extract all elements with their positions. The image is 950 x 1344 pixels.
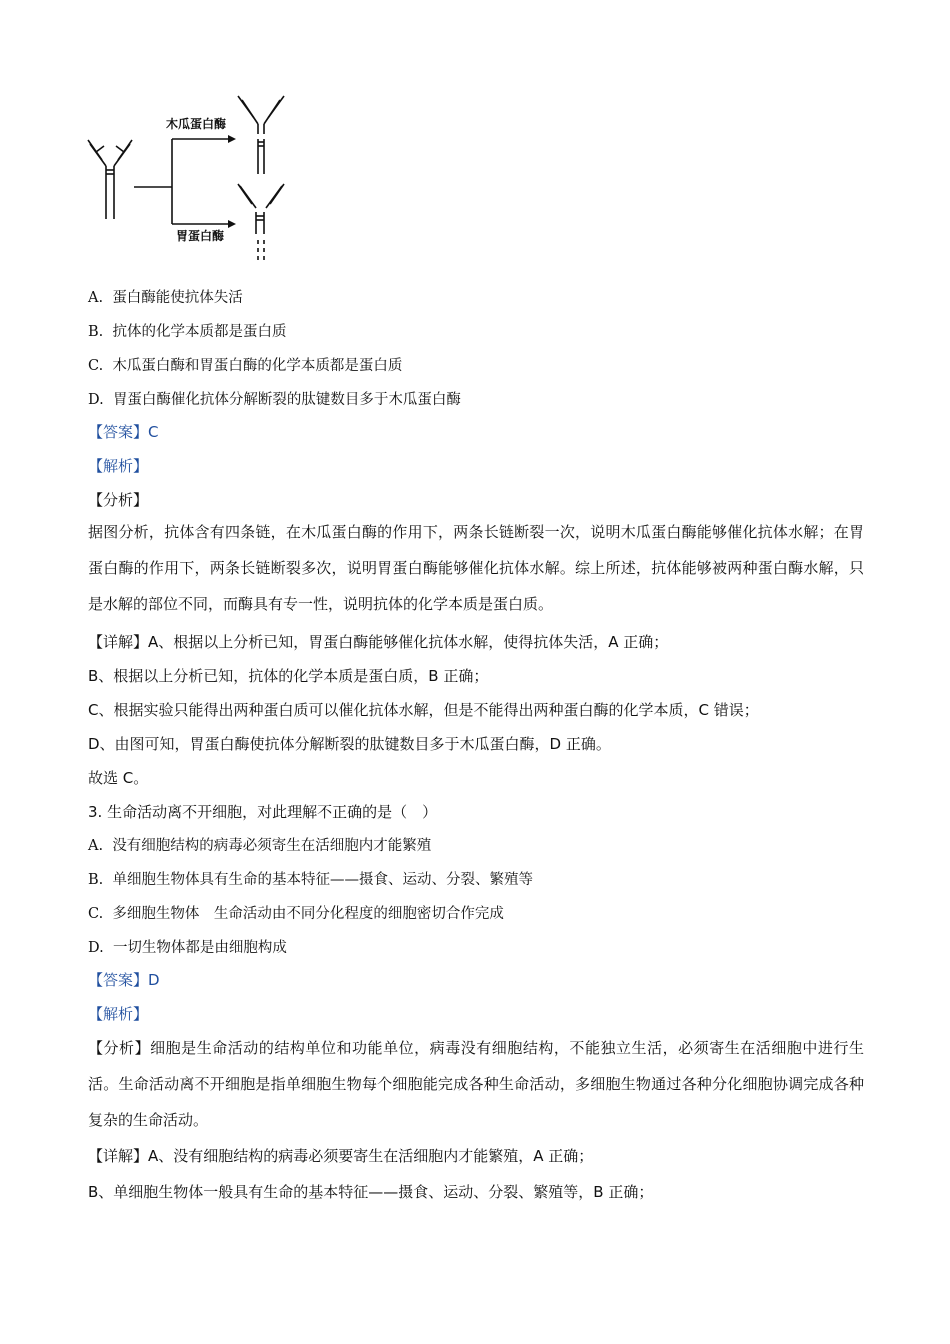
q2-detail-d: D、由图可知，胃蛋白酶使抗体分解断裂的肽键数目多于木瓜蛋白酶，D 正确。 xyxy=(88,735,611,753)
q3-option-b: B. 单细胞生物体具有生命的基本特征——摄食、运动、分裂、繁殖等 xyxy=(88,872,533,888)
q2-option-c: C. 木瓜蛋白酶和胃蛋白酶的化学本质都是蛋白质 xyxy=(88,358,403,374)
q2-detail-c: C、根据实验只能得出两种蛋白质可以催化抗体水解，但是不能得出两种蛋白酶的化学本质，C 错误； xyxy=(88,701,759,719)
q3-option-c: C. 多细胞生物体 生命活动由不同分化程度的细胞密切合作完成 xyxy=(88,906,504,922)
q3-option-a: A. 没有细胞结构的病毒必须寄生在活细胞内才能繁殖 xyxy=(88,838,432,854)
q2-conclusion: 故选 C。 xyxy=(88,769,149,787)
label-pepsin: 胃蛋白酶 xyxy=(176,229,225,243)
q3-detail-b: B、单细胞生物体一般具有生命的基本特征——摄食、运动、分裂、繁殖等，B 正确； xyxy=(88,1183,654,1201)
label-papain: 木瓜蛋白酶 xyxy=(166,117,227,131)
q2-answer: 【答案】C xyxy=(88,423,159,441)
q3-stem: 3. 生命活动离不开细胞，对此理解不正确的是（ ） xyxy=(88,803,438,821)
q2-option-b: B. 抗体的化学本质都是蛋白质 xyxy=(88,324,287,340)
q3-detail-a: 【详解】A、没有细胞结构的病毒必须要寄生在活细胞内才能繁殖，A 正确； xyxy=(88,1147,594,1165)
q2-option-a: A. 蛋白酶能使抗体失活 xyxy=(88,290,243,306)
q3-answer: 【答案】D xyxy=(88,971,160,989)
q3-fenxi: 【分析】细胞是生命活动的结构单位和功能单位，病毒没有细胞结构，不能独立生活，必须寄生在活细胞中进行生活。生命活动离不开细胞是指单细胞生物每个细胞能完成各种生命活动，多细胞生物通过各种分化细胞协调完成各种复杂的生命活动。 xyxy=(88,1039,864,1129)
q2-analysis-heading: 【解析】 xyxy=(88,457,149,475)
q3-option-d: D. 一切生物体都是由细胞构成 xyxy=(88,940,287,956)
q2-fenxi-heading: 【分析】 xyxy=(88,491,149,509)
q2-detail-a: 【详解】A、根据以上分析已知，胃蛋白酶能够催化抗体水解，使得抗体失活，A 正确； xyxy=(88,633,669,651)
q2-detail-b: B、根据以上分析已知，抗体的化学本质是蛋白质，B 正确； xyxy=(88,667,489,685)
antibody-cleavage-diagram xyxy=(84,84,304,269)
q2-fenxi-text: 据图分析，抗体含有四条链，在木瓜蛋白酶的作用下，两条长链断裂一次，说明木瓜蛋白酶能够催化抗体水解；在胃蛋白酶的作用下，两条长链断裂多次，说明胃蛋白酶能够催化抗体水解。综上所述，抗体能够被两种蛋白酶水解，只是水解的部位不同，而酶具有专一性，说明抗体的化学本质是蛋白质。 xyxy=(88,523,864,613)
q3-analysis-heading: 【解析】 xyxy=(88,1005,149,1023)
q2-option-d: D. 胃蛋白酶催化抗体分解断裂的肽键数目多于木瓜蛋白酶 xyxy=(88,392,461,408)
